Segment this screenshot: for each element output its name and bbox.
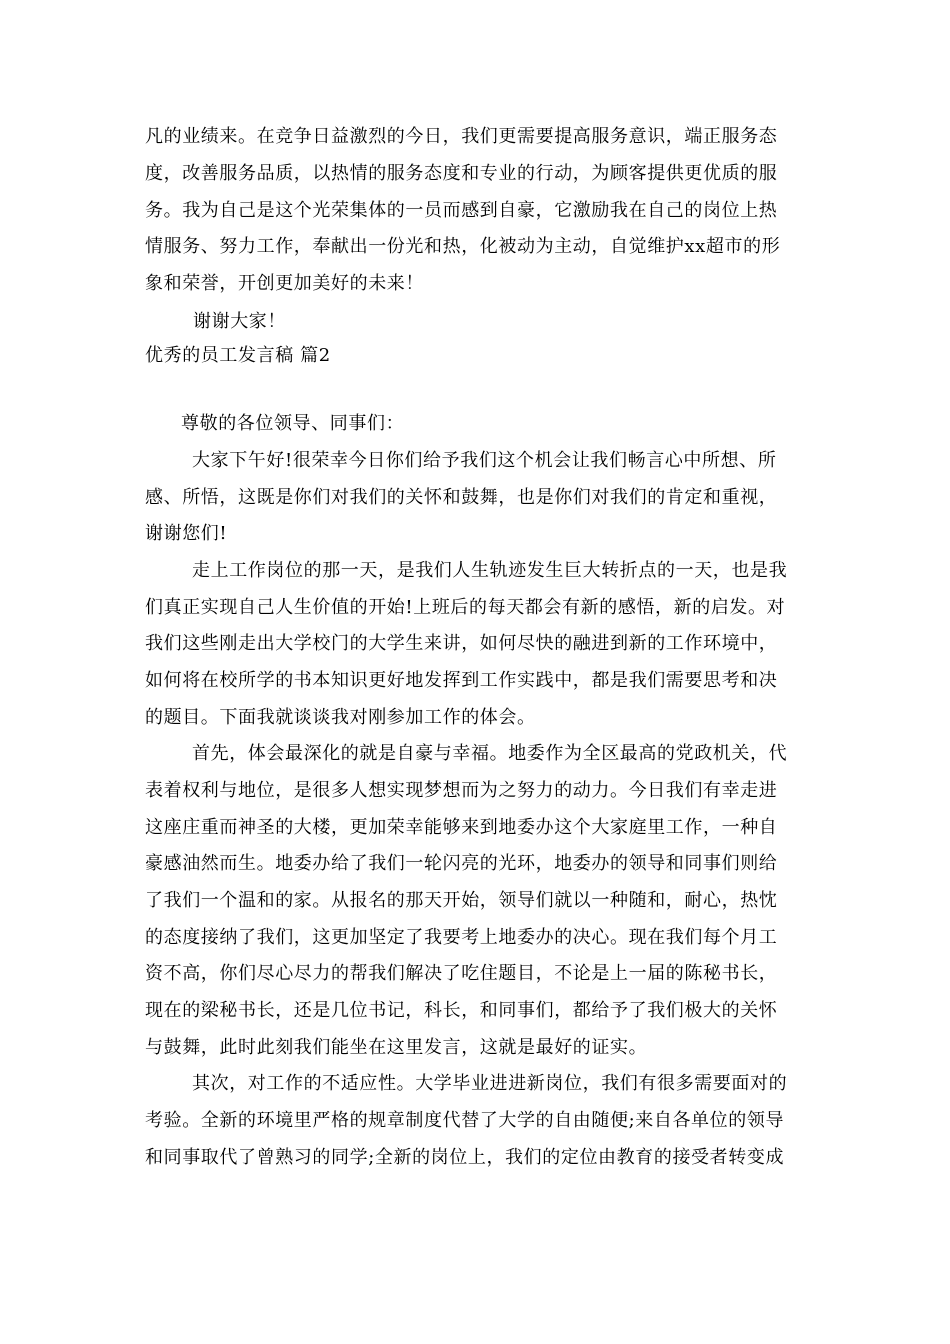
text-line: 度，改善服务品质，以热情的服务态度和专业的行动，为顾客提供更优质的服 <box>145 163 778 184</box>
text-line: 如何将在校所学的书本知识更好地发挥到工作实践中，都是我们需要思考和决 <box>145 670 778 691</box>
text-line: 和同事取代了曾熟习的同学;全新的岗位上，我们的定位由教育的接受者转变成 <box>145 1147 785 1168</box>
text-line: 走上工作岗位的那一天，是我们人生轨迹发生巨大转折点的一天，也是我 <box>192 560 788 581</box>
text-line: 表着权利与地位，是很多人想实现梦想而为之努力的动力。今日我们有幸走进 <box>145 780 778 801</box>
section-heading: 优秀的员工发言稿 篇2 <box>145 345 331 366</box>
text-line: 大家下午好!很荣幸今日你们给予我们这个机会让我们畅言心中所想、所 <box>192 450 777 471</box>
text-line: 的题目。下面我就谈谈我对刚参加工作的体会。 <box>145 707 536 728</box>
text-line: 凡的业绩来。在竞争日益激烈的今日，我们更需要提高服务意识，端正服务态 <box>145 126 778 147</box>
text-line: 首先，体会最深化的就是自豪与幸福。地委作为全区最高的党政机关，代 <box>192 743 788 764</box>
text-line: 与鼓舞，此时此刻我们能坐在这里发言，这就是最好的证实。 <box>145 1037 648 1058</box>
text-line: 象和荣誉，开创更加美好的未来！ <box>145 273 424 294</box>
text-line: 现在的梁秘书长，还是几位书记，科长，和同事们，都给予了我们极大的关怀 <box>145 1000 778 1021</box>
text-line: 务。我为自己是这个光荣集体的一员而感到自豪，它激励我在自己的岗位上热 <box>145 200 778 221</box>
salutation: 尊敬的各位领导、同事们： <box>181 413 405 434</box>
text-line: 情服务、努力工作，奉献出一份光和热，化被动为主动，自觉维护xx超市的形 <box>145 236 781 257</box>
text-line: 们真正实现自己人生价值的开始!上班后的每天都会有新的感悟，新的启发。对 <box>145 597 786 618</box>
text-line: 这座庄重而神圣的大楼，更加荣幸能够来到地委办这个大家庭里工作，一种自 <box>145 817 778 838</box>
text-line: 的态度接纳了我们，这更加坚定了我要考上地委办的决心。现在我们每个月工 <box>145 927 778 948</box>
text-line: 我们这些刚走出大学校门的大学生来讲，如何尽快的融进到新的工作环境中， <box>145 633 778 654</box>
text-line: 感、所悟，这既是你们对我们的关怀和鼓舞，也是你们对我们的肯定和重视， <box>145 487 778 508</box>
text-line: 其次，对工作的不适应性。大学毕业进进新岗位，我们有很多需要面对的 <box>192 1073 788 1094</box>
text-line: 资不高，你们尽心尽力的帮我们解决了吃住题目，不论是上一届的陈秘书长， <box>145 963 778 984</box>
text-line: 了我们一个温和的家。从报名的那天开始，领导们就以一种随和，耐心，热忱 <box>145 890 778 911</box>
text-line: 谢谢您们! <box>145 523 228 544</box>
text-line: 豪感油然而生。地委办给了我们一轮闪亮的光环，地委办的领导和同事们则给 <box>145 853 778 874</box>
text-line: 考验。全新的环境里严格的规章制度代替了大学的自由随便;来自各单位的领导 <box>145 1110 785 1131</box>
closing-thanks: 谢谢大家！ <box>193 311 286 332</box>
